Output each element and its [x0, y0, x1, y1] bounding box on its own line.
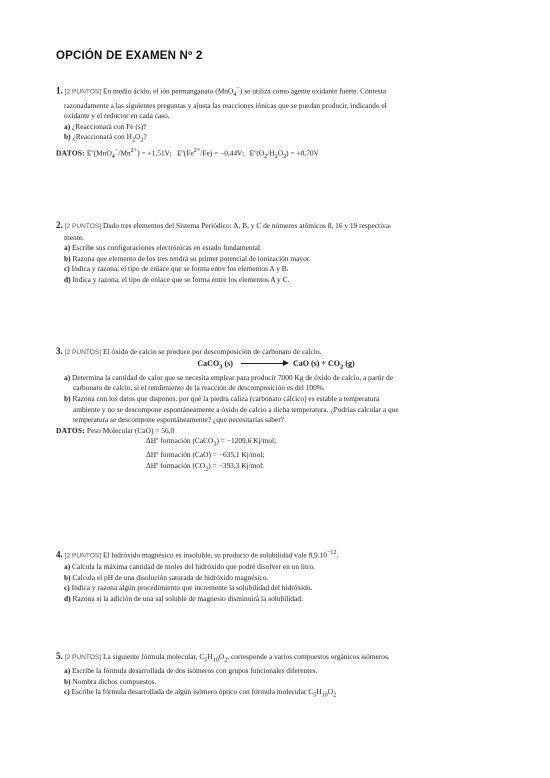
sub-question-c: c) Escribe la fórmula desarrollada de algún isómero óptico con fórmula molecular $C_5H_{10}O_2$ — [64, 687, 337, 699]
sub-question-d: d) Indica y razona, el tipo de enlace que se forma entre los elementos A y C. — [64, 274, 290, 284]
question-4 — [56, 548, 496, 604]
question-2-line: mente. — [64, 232, 84, 242]
question-number: 2. — [56, 220, 63, 230]
sub-question-b: b) ¿Reaccionará con $H_2O_2$? — [64, 132, 147, 144]
sub-question-c: c) Indica y razona algún procedimiento que incremente la solubilidad del hidróxido. — [64, 583, 313, 593]
question-4-statement: 4. [2 PUNTOS] El hidróxido magnésico es insoluble, su producto de solubilidad vale $8,9.10^{-12}$. — [56, 549, 339, 560]
datos-label: DATOS: — [56, 425, 86, 435]
sub-question-b-continued: ambiente y no se descompone espontáneamente a óxido de calcio a dicha temperatura. ¿Podrías calcular a que — [73, 404, 399, 414]
question-1-line: razonadamente a las siguientes preguntas y ajusta las reacciones iónicas que se puedan producir, indicando el — [64, 100, 387, 110]
chemical-reaction: CaCO$_3$ (s) CaO $(s) + CO_2$ (g) — [197, 358, 355, 371]
reaction-arrow-icon — [241, 363, 287, 364]
question-3 — [56, 346, 496, 475]
question-3-statement: 3. [2 PUNTOS] El óxido de calcio se produce por descomposición de carbonato de calcio. — [56, 346, 322, 356]
question-number: 3. — [56, 346, 63, 356]
sub-question-a: a) Calcula la máxima cantidad de moles del hidróxido que podré disolver en un litro. — [64, 562, 316, 572]
sub-question-a: a) ¿Reaccionará con Fe (s)? — [64, 121, 147, 131]
data-line: DATOS: Peso Molecular (CaO) = 56,0 — [56, 425, 175, 435]
question-number: 5. — [56, 651, 63, 661]
enthalpy-line: ΔHº formación (CaO) = −635,1 Kj/mol; — [146, 450, 265, 460]
points-label: [2 PUNTOS] — [64, 349, 102, 356]
points-label: [2 PUNTOS] — [64, 552, 102, 560]
question-5 — [56, 651, 496, 701]
points-label: [2 PUNTOS] — [64, 88, 102, 96]
sub-question-d: d) Razona si la adición de una sal soluble de magnesio disminuirá la solubilidad. — [64, 593, 303, 603]
points-label: [2 PUNTOS] — [64, 223, 102, 230]
points-label: [2 PUNTOS] — [64, 654, 102, 661]
sub-question-a: a) Determina la cantidad de calor que se necesita emplear para producir 7000 Kg de óxido de calcio, a partir de — [64, 372, 393, 382]
question-2-statement: 2. [2 PUNTOS] Dado tres elementos del Sistema Periódico: A, B, y C de números atómicos 8, 16 y 19 respectiva- — [56, 220, 392, 230]
question-1-line: oxidante y el reductor en cada caso. — [64, 111, 170, 121]
sub-question-b: b) Calcula el pH de una disolución saturada de hidróxido magnésico. — [64, 572, 269, 582]
sub-question-b: b) Razona que elemento de los tres tendrá su primer potencial de ionización mayor. — [64, 253, 311, 263]
sub-question-b-continued: temperatura se descompone espontáneamente? ¿que necesitarías saber? — [73, 415, 284, 425]
question-5-statement: 5. [2 PUNTOS] La siguiente fórmula molecular, $C_5H_{10}O_2$, corresponde a varios compuestos orgánicos isómeros. — [56, 651, 390, 664]
enthalpy-line: ΔHº formación (CaCO$_3$) = −1209,6 Kj/mol; — [146, 436, 277, 448]
sub-question-c: c) Indica y razona, el tipo de enlace que se forma entre los elementos A y B. — [64, 264, 289, 274]
question-number: 1. — [56, 85, 63, 96]
page-title: OPCIÓN DE EXAMEN Nº 2 — [56, 50, 203, 62]
question-2 — [56, 220, 496, 286]
enthalpy-line: ΔHº formación $(CO_2) = -393,3$ Kj/mol. — [146, 461, 265, 473]
sub-question-a: a) Escribe sus configuraciones electrónicas en estado fundamental. — [64, 243, 262, 253]
question-1-statement: 1. [2 PUNTOS] En medio ácido, el ión permanganato (MnO$_4$−) se utiliza como agente oxidante fuerte. Contesta — [56, 85, 387, 98]
datos-label: DATOS: — [56, 148, 86, 158]
sub-question-b: b) Razona con los datos que dispones, por qué la piedra caliza (carbonato cálcico) es estable a temperatura — [64, 393, 380, 403]
sub-question-a: a) Escribe la fórmula desarrollada de dos isómeros con grupos funcionales diferentes. — [64, 666, 318, 676]
question-1 — [56, 84, 496, 163]
sub-question-a-continued: carbonato de calcio, si el rendimiento de la reacción de descomposición es del 100%. — [73, 383, 325, 393]
data-line: DATOS: $Eº(MnO_4^-/Mn^{2+}) = +1,51V$; $Eº(Fe^{2+}/Fe) = -0,44V$; $Eº(O_2/H_2O_2) = +0,70V$ — [56, 148, 319, 161]
sub-question-b: b) Nombra dichos compuestos. — [64, 676, 157, 686]
question-number: 4. — [56, 549, 63, 560]
